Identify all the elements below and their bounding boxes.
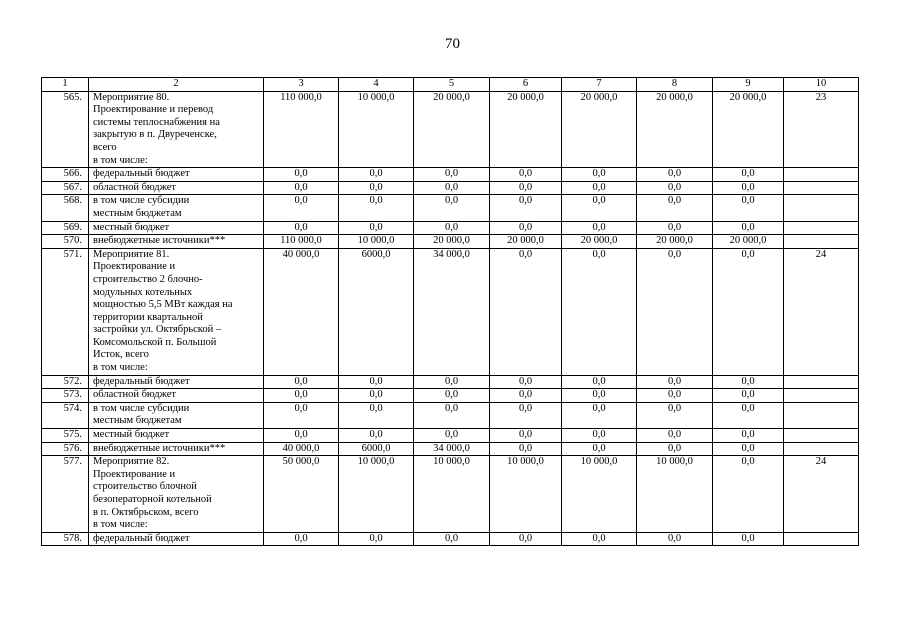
row-name: местный бюджет xyxy=(89,429,264,443)
row-name: федеральный бюджет xyxy=(89,532,264,546)
value-cell: 20 000,0 xyxy=(414,91,490,168)
page-number: 70 xyxy=(445,36,460,52)
value-cell: 0,0 xyxy=(637,168,713,182)
value-cell: 0,0 xyxy=(264,168,339,182)
value-cell: 0,0 xyxy=(637,389,713,403)
value-cell: 0,0 xyxy=(264,402,339,428)
value-cell: 0,0 xyxy=(264,195,339,221)
value-cell: 0,0 xyxy=(339,168,414,182)
value-cell: 0,0 xyxy=(562,195,637,221)
value-cell: 0,0 xyxy=(637,181,713,195)
table-row xyxy=(42,91,859,168)
value-cell: 0,0 xyxy=(414,168,490,182)
value-cell: 10 000,0 xyxy=(637,456,713,533)
value-cell: 0,0 xyxy=(339,389,414,403)
row-number: 570. xyxy=(42,235,89,249)
reference-cell: 24 xyxy=(784,456,859,533)
row-name: в том числе субсидии местным бюджетам xyxy=(89,195,264,221)
value-cell: 6000,0 xyxy=(339,248,414,375)
row-name: областной бюджет xyxy=(89,181,264,195)
row-name: Мероприятие 81. Проектирование и строительство 2 блочно- модульных котельных мощностью 5,5 МВт каждая на территории квартальной застройки ул. Октябрьской – Комсомольской п. Большой Исток, всего в том числе: xyxy=(89,248,264,375)
value-cell: 0,0 xyxy=(414,195,490,221)
row-name: местный бюджет xyxy=(89,221,264,235)
row-name: в том числе субсидии местным бюджетам xyxy=(89,402,264,428)
value-cell: 0,0 xyxy=(490,429,562,443)
value-cell: 0,0 xyxy=(264,429,339,443)
value-cell: 10 000,0 xyxy=(339,235,414,249)
reference-cell: 23 xyxy=(784,91,859,168)
value-cell: 0,0 xyxy=(490,181,562,195)
table-row xyxy=(42,456,859,533)
row-name: внебюджетные источники*** xyxy=(89,235,264,249)
value-cell: 0,0 xyxy=(264,389,339,403)
value-cell: 34 000,0 xyxy=(414,248,490,375)
value-cell: 40 000,0 xyxy=(264,442,339,456)
row-number: 576. xyxy=(42,442,89,456)
reference-cell xyxy=(784,221,859,235)
reference-cell xyxy=(784,375,859,389)
value-cell: 0,0 xyxy=(713,195,784,221)
value-cell: 0,0 xyxy=(264,181,339,195)
value-cell: 0,0 xyxy=(713,389,784,403)
table-row xyxy=(42,168,859,182)
reference-cell: 24 xyxy=(784,248,859,375)
value-cell: 0,0 xyxy=(562,442,637,456)
value-cell: 0,0 xyxy=(414,389,490,403)
value-cell: 0,0 xyxy=(339,221,414,235)
value-cell: 0,0 xyxy=(562,429,637,443)
value-cell: 0,0 xyxy=(264,221,339,235)
value-cell: 34 000,0 xyxy=(414,442,490,456)
row-name: Мероприятие 80. Проектирование и перевод системы теплоснабжения на закрытую в п. Двуреченске, всего в том числе: xyxy=(89,91,264,168)
value-cell: 10 000,0 xyxy=(339,91,414,168)
value-cell: 0,0 xyxy=(490,375,562,389)
value-cell: 0,0 xyxy=(562,389,637,403)
reference-cell xyxy=(784,195,859,221)
value-cell: 0,0 xyxy=(637,248,713,375)
table-row xyxy=(42,532,859,546)
value-cell: 10 000,0 xyxy=(562,456,637,533)
value-cell: 110 000,0 xyxy=(264,91,339,168)
row-name: Мероприятие 82. Проектирование и строительство блочной безоператорной котельной в п. Октябрьском, всего в том числе: xyxy=(89,456,264,533)
value-cell: 0,0 xyxy=(637,532,713,546)
value-cell: 0,0 xyxy=(414,429,490,443)
value-cell: 110 000,0 xyxy=(264,235,339,249)
value-cell: 0,0 xyxy=(414,221,490,235)
value-cell: 10 000,0 xyxy=(414,456,490,533)
column-header: 10 xyxy=(784,78,859,92)
table-row xyxy=(42,248,859,375)
row-name: федеральный бюджет xyxy=(89,375,264,389)
value-cell: 0,0 xyxy=(713,532,784,546)
reference-cell xyxy=(784,402,859,428)
value-cell: 0,0 xyxy=(562,402,637,428)
row-number: 571. xyxy=(42,248,89,375)
column-header: 2 xyxy=(89,78,264,92)
value-cell: 20 000,0 xyxy=(713,91,784,168)
value-cell: 6000,0 xyxy=(339,442,414,456)
table-row xyxy=(42,442,859,456)
value-cell: 0,0 xyxy=(490,168,562,182)
value-cell: 0,0 xyxy=(713,402,784,428)
value-cell: 0,0 xyxy=(339,195,414,221)
value-cell: 0,0 xyxy=(339,375,414,389)
table-row xyxy=(42,389,859,403)
value-cell: 0,0 xyxy=(490,221,562,235)
value-cell: 50 000,0 xyxy=(264,456,339,533)
value-cell: 0,0 xyxy=(637,195,713,221)
value-cell: 0,0 xyxy=(339,429,414,443)
table-row xyxy=(42,181,859,195)
column-header: 8 xyxy=(637,78,713,92)
row-number: 568. xyxy=(42,195,89,221)
row-number: 578. xyxy=(42,532,89,546)
value-cell: 0,0 xyxy=(713,168,784,182)
value-cell: 20 000,0 xyxy=(562,91,637,168)
value-cell: 40 000,0 xyxy=(264,248,339,375)
value-cell: 0,0 xyxy=(713,429,784,443)
reference-cell xyxy=(784,168,859,182)
value-cell: 0,0 xyxy=(562,532,637,546)
table-row xyxy=(42,221,859,235)
row-number: 566. xyxy=(42,168,89,182)
value-cell: 0,0 xyxy=(490,532,562,546)
value-cell: 0,0 xyxy=(490,195,562,221)
table-row xyxy=(42,375,859,389)
table-row xyxy=(42,429,859,443)
value-cell: 0,0 xyxy=(713,181,784,195)
value-cell: 20 000,0 xyxy=(490,91,562,168)
value-cell: 0,0 xyxy=(339,532,414,546)
value-cell: 20 000,0 xyxy=(713,235,784,249)
value-cell: 0,0 xyxy=(414,375,490,389)
reference-cell xyxy=(784,235,859,249)
value-cell: 0,0 xyxy=(414,402,490,428)
row-name: внебюджетные источники*** xyxy=(89,442,264,456)
row-number: 569. xyxy=(42,221,89,235)
column-header: 7 xyxy=(562,78,637,92)
header-row xyxy=(42,78,859,92)
row-name: областной бюджет xyxy=(89,389,264,403)
column-header: 3 xyxy=(264,78,339,92)
reference-cell xyxy=(784,181,859,195)
column-header: 9 xyxy=(713,78,784,92)
row-number: 575. xyxy=(42,429,89,443)
value-cell: 0,0 xyxy=(490,442,562,456)
reference-cell xyxy=(784,389,859,403)
table-row xyxy=(42,195,859,221)
value-cell: 0,0 xyxy=(264,532,339,546)
value-cell: 0,0 xyxy=(713,375,784,389)
value-cell: 0,0 xyxy=(637,221,713,235)
table-row xyxy=(42,402,859,428)
value-cell: 20 000,0 xyxy=(490,235,562,249)
value-cell: 0,0 xyxy=(414,181,490,195)
column-header: 1 xyxy=(42,78,89,92)
value-cell: 10 000,0 xyxy=(490,456,562,533)
value-cell: 20 000,0 xyxy=(414,235,490,249)
row-number: 572. xyxy=(42,375,89,389)
value-cell: 0,0 xyxy=(339,181,414,195)
row-number: 565. xyxy=(42,91,89,168)
value-cell: 0,0 xyxy=(339,402,414,428)
value-cell: 0,0 xyxy=(637,442,713,456)
value-cell: 20 000,0 xyxy=(637,235,713,249)
value-cell: 0,0 xyxy=(713,248,784,375)
value-cell: 0,0 xyxy=(562,221,637,235)
value-cell: 0,0 xyxy=(637,429,713,443)
value-cell: 0,0 xyxy=(490,248,562,375)
value-cell: 0,0 xyxy=(562,375,637,389)
row-number: 574. xyxy=(42,402,89,428)
row-number: 573. xyxy=(42,389,89,403)
row-name: федеральный бюджет xyxy=(89,168,264,182)
column-header: 5 xyxy=(414,78,490,92)
value-cell: 0,0 xyxy=(713,221,784,235)
reference-cell xyxy=(784,442,859,456)
value-cell: 0,0 xyxy=(562,181,637,195)
reference-cell xyxy=(784,532,859,546)
reference-cell xyxy=(784,429,859,443)
value-cell: 20 000,0 xyxy=(562,235,637,249)
value-cell: 0,0 xyxy=(414,532,490,546)
value-cell: 0,0 xyxy=(562,168,637,182)
value-cell: 10 000,0 xyxy=(339,456,414,533)
column-header: 4 xyxy=(339,78,414,92)
value-cell: 0,0 xyxy=(490,402,562,428)
value-cell: 0,0 xyxy=(713,456,784,533)
row-number: 577. xyxy=(42,456,89,533)
value-cell: 0,0 xyxy=(264,375,339,389)
table-row xyxy=(42,235,859,249)
value-cell: 0,0 xyxy=(637,375,713,389)
value-cell: 0,0 xyxy=(490,389,562,403)
value-cell: 0,0 xyxy=(562,248,637,375)
value-cell: 0,0 xyxy=(713,442,784,456)
column-header: 6 xyxy=(490,78,562,92)
value-cell: 0,0 xyxy=(637,402,713,428)
budget-table xyxy=(41,77,859,546)
value-cell: 20 000,0 xyxy=(637,91,713,168)
row-number: 567. xyxy=(42,181,89,195)
